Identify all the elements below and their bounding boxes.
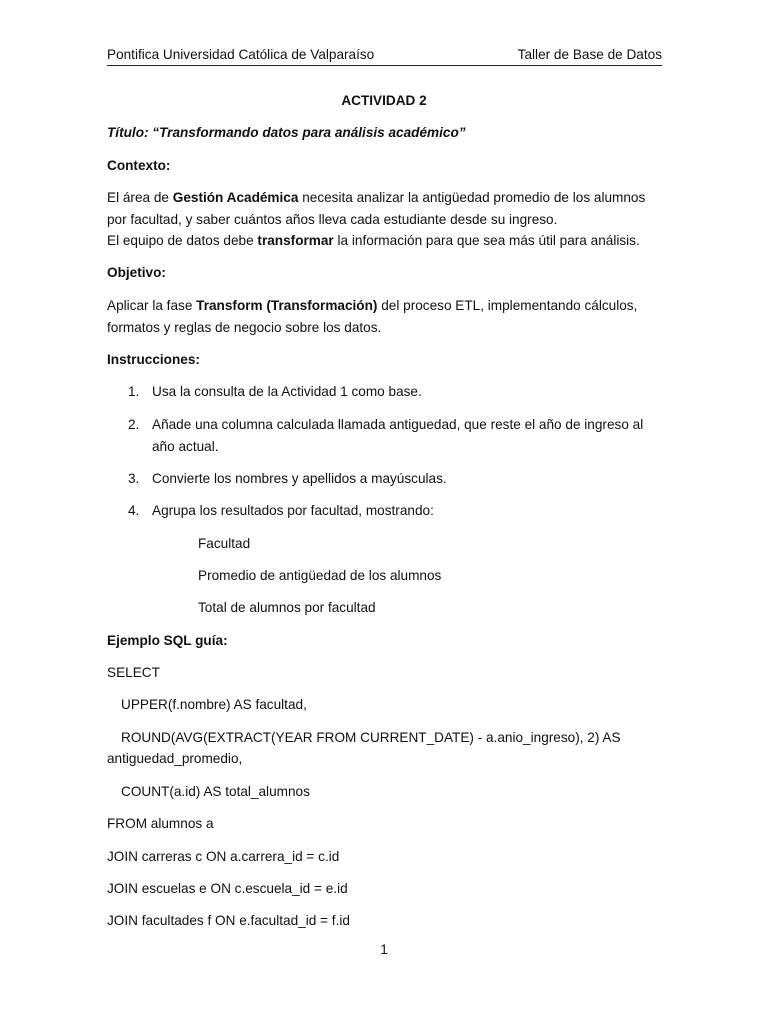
sql-line: antiguedad_promedio,: [107, 751, 243, 766]
sql-line: COUNT(a.id) AS total_alumnos: [121, 784, 310, 799]
text-run: El equipo de datos debe: [107, 233, 258, 248]
list-item-continuation: año actual.: [152, 439, 219, 454]
sub-list-item: Total de alumnos por facultad: [198, 600, 376, 615]
header-university: Pontifica Universidad Católica de Valparaíso: [107, 47, 375, 62]
text-run: del proceso ETL, implementando cálculos,: [377, 298, 638, 313]
sql-line: JOIN carreras c ON a.carrera_id = c.id: [107, 849, 340, 864]
document-title: ACTIVIDAD 2: [341, 93, 427, 108]
page-number: 1: [380, 942, 388, 957]
objetivo-paragraph-line-1: [107, 298, 637, 313]
list-item-number: 4.: [128, 503, 140, 518]
sql-line: UPPER(f.nombre) AS facultad,: [121, 697, 307, 712]
list-item: Agrupa los resultados por facultad, mostrando:: [152, 503, 434, 518]
objetivo-paragraph-line-2: formatos y reglas de negocio sobre los datos.: [107, 320, 382, 335]
text-run-bold: Transform (Transformación): [196, 298, 378, 313]
sql-heading: Ejemplo SQL guía:: [107, 633, 228, 648]
header-course: Taller de Base de Datos: [517, 47, 662, 62]
text-run: El área de: [107, 190, 173, 205]
text-run: la información para que sea más útil para análisis.: [333, 233, 640, 248]
sub-list-item: Facultad: [198, 536, 251, 551]
text-run: necesita analizar la antigüedad promedio de los alumnos: [298, 190, 646, 205]
sql-line: JOIN escuelas e ON c.escuela_id = e.id: [107, 881, 348, 896]
list-item-number: 2.: [128, 417, 140, 432]
page-header: [107, 47, 662, 66]
list-item-number: 3.: [128, 471, 140, 486]
contexto-heading: Contexto:: [107, 158, 171, 173]
text-run: Aplicar la fase: [107, 298, 197, 313]
contexto-paragraph-line-2: por facultad, y saber cuántos años lleva cada estudiante desde su ingreso.: [107, 212, 558, 227]
list-item: Convierte los nombres y apellidos a mayúsculas.: [152, 471, 447, 486]
objetivo-heading: Objetivo:: [107, 265, 166, 280]
instrucciones-heading: Instrucciones:: [107, 352, 200, 367]
sql-line: SELECT: [107, 665, 160, 680]
text-run-bold: Gestión Académica: [172, 190, 299, 205]
sql-line: ROUND(AVG(EXTRACT(YEAR FROM CURRENT_DATE) - a.anio_ingreso), 2) AS: [121, 730, 621, 745]
list-item: Usa la consulta de la Actividad 1 como base.: [152, 384, 422, 399]
list-item: Añade una columna calculada llamada antiguedad, que reste el año de ingreso al: [152, 417, 644, 432]
text-run-bold: transformar: [257, 233, 334, 248]
sql-line: JOIN facultades f ON e.facultad_id = f.id: [107, 913, 350, 928]
contexto-paragraph-line-1: [107, 190, 645, 205]
document-subtitle: Título: “Transformando datos para análisis académico”: [107, 125, 466, 140]
list-item-number: 1.: [128, 384, 140, 399]
sql-line: FROM alumnos a: [107, 816, 214, 831]
sub-list-item: Promedio de antigüedad de los alumnos: [198, 568, 442, 583]
contexto-paragraph-line-3: [107, 233, 640, 248]
